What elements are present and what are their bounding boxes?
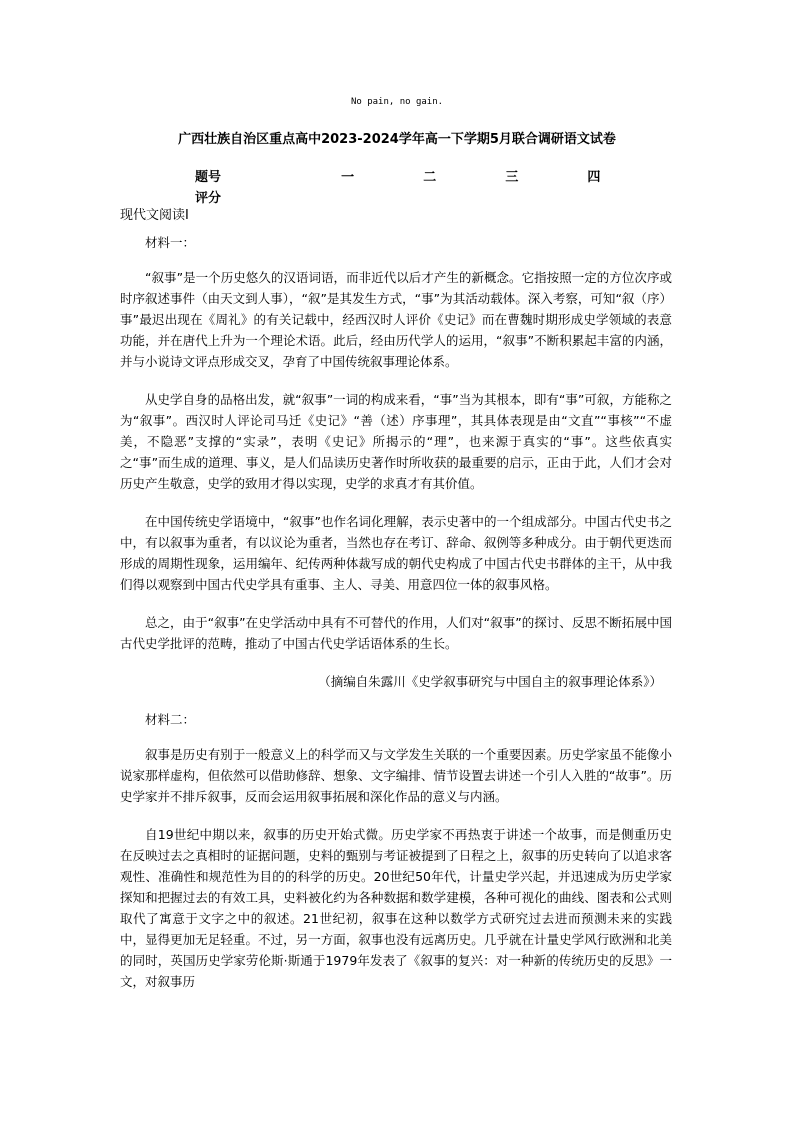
exam-title: 广西壮族自治区重点高中2023-2024学年高一下学期5月联合调研语文试卷 bbox=[178, 132, 616, 147]
header-motto: No pain, no gain. bbox=[350, 97, 444, 107]
section-heading: 现代文阅读Ⅰ bbox=[120, 208, 189, 223]
source-citation: （摘编自朱露川《史学叙事研究与中国自主的叙事理论体系》） bbox=[318, 674, 662, 689]
table-header-cell: 评分 bbox=[195, 191, 222, 206]
score-table-row-question bbox=[195, 165, 635, 186]
table-cell: 二 bbox=[423, 170, 437, 185]
paragraph: 在中国传统史学语境中，“叙事”也作名词化理解，表示史著中的一个组成部分。中国古代史书之中，有以叙事为重者，有以议论为重者，当然也存在考订、辞命、叙例等多种成分。由于朝代更迭而形成的周期性现象，运用编年、纪传两种体裁写成的朝代史构成了中国古代史书群体的主干，从中我们得以观察到中国古代史学具有重事、主人、寻美、用意四位一体的叙事风格。 bbox=[120, 514, 672, 592]
table-cell bbox=[307, 186, 389, 207]
paragraph: 总之，由于“叙事”在史学活动中具有不可替代的作用，人们对“叙事”的探讨、反思不断拓展中国古代史学批评的范畴，推动了中国古代史学话语体系的生长。 bbox=[120, 615, 672, 651]
table-cell bbox=[471, 186, 553, 207]
reading-content bbox=[120, 232, 672, 1009]
table-header-cell: 题号 bbox=[195, 170, 222, 185]
score-table bbox=[195, 165, 635, 207]
paragraph: 叙事是历史有别于一般意义上的科学而又与文学发生关联的一个重要因素。历史学家虽不能像小说家那样虚构，但依然可以借助修辞、想象、文字编排、情节设置去讲述一个引人入胜的“故事”。历史学家并不排斥叙事，反而会运用叙事拓展和深化作品的意义与内涵。 bbox=[120, 747, 672, 804]
table-cell bbox=[389, 186, 471, 207]
table-cell: 三 bbox=[505, 170, 519, 185]
paragraph: “叙事”是一个历史悠久的汉语词语，而非近代以后才产生的新概念。它指按照一定的方位次序或时序叙述事件（由天文到人事），“叙”是其发生方式，“事”为其活动载体。深入考察，可知“叙（序）事”最迟出现在《周礼》的有关记载中，经西汉时人评价《史记》而在曹魏时期形成史学领域的表意功能，并在唐代上升为一个理论术语。此后，经由历代学人的运用，“叙事”不断积累起丰富的内涵，并与小说诗文评点形成交叉，孕育了中国传统叙事理论体系。 bbox=[120, 270, 672, 369]
table-cell: 一 bbox=[341, 170, 355, 185]
material-two-label: 材料二： bbox=[145, 712, 196, 727]
table-cell: 四 bbox=[587, 170, 601, 185]
paragraph: 自19世纪中期以来，叙事的历史开始式微。历史学家不再热衷于讲述一个故事，而是侧重历史在反映过去之真相时的证据问题，史料的甄别与考证被提到了日程之上，叙事的历史转向了以追求客观性、准确性和规范性为目的的科学的历史。20世纪50年代，计量史学兴起，并迅速成为历史学家探知和把握过去的有效工具，史料被化约为各种数据和数学建模，各种可视化的曲线、图表和公式则取代了寓意于文字之中的叙述。21世纪初，叙事在这种以数学方式研究过去进而预测未来的实践中，显得更加无足轻重。不过，另一方面，叙事也没有远离历史。几乎就在计量史学风行欧洲和北美的同时，英国历史学家劳伦斯·斯通于1979年发表了《叙事的复兴：对一种新的传统历史的反思》一文，对叙事历 bbox=[120, 827, 672, 989]
table-cell bbox=[553, 186, 635, 207]
material-one-label: 材料一： bbox=[145, 235, 196, 250]
paragraph: 从史学自身的品格出发，就“叙事”一词的构成来看，“事”当为其根本，即有“事”可叙，方能称之为“叙事”。西汉时人评论司马迁《史记》“善（述）序事理”，其具体表现是由“文直”“事核”“不虚美，不隐恶”支撑的“实录”，表明《史记》所揭示的“理”，也来源于真实的“事”。这些依真实之“事”而生成的道理、事义，是人们品读历史著作时所收获的最重要的启示，正由于此，人们才会对历史产生敬意，史学的致用才得以实现，史学的求真才有其价值。 bbox=[120, 392, 672, 491]
score-table-row-score bbox=[195, 186, 635, 207]
